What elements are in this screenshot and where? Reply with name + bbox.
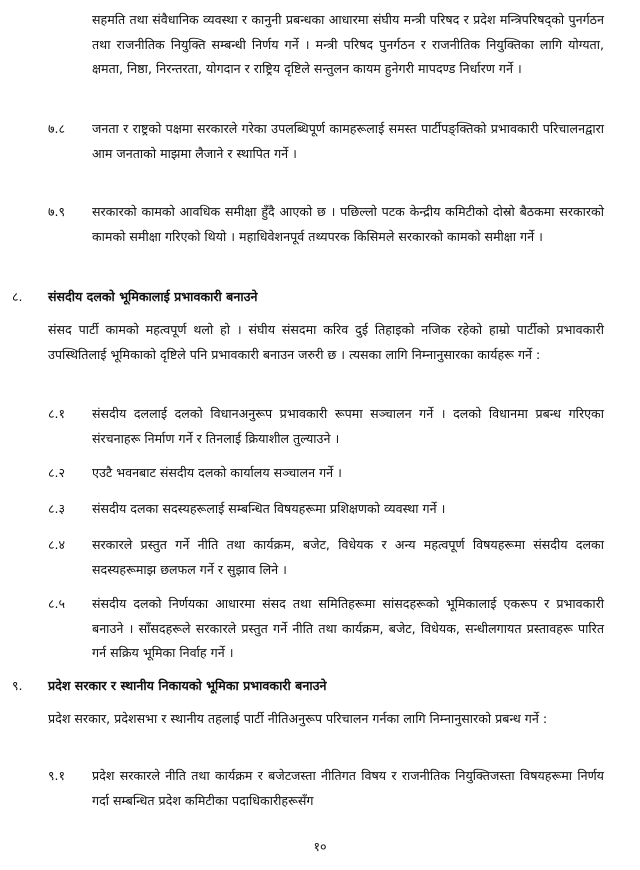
item-number: ८.४	[48, 537, 66, 552]
item-number: ८.३	[48, 501, 66, 516]
item-text: सरकारको कामको आवधिक समीक्षा हुँदै आएको छ । पछिल्लो पटक केन्द्रीय कमिटीको दोस्रो बैठकमा सरकारको कामको समीक्षा गरिएको थियो । महाधिवेशनपूर्व तथ्यपरक किसिमले सरकारको कामको समीक्षा गर्ने ।	[92, 204, 604, 244]
section-number: ८.	[12, 289, 23, 304]
section-heading: प्रदेश सरकार र स्थानीय निकायको भूमिका प्रभावकारी बनाउने	[48, 678, 327, 693]
section-number: ९.	[12, 678, 23, 693]
intro-paragraph: सहमति तथा संवैधानिक व्यवस्था र कानुनी प्रबन्धका आधारमा संघीय मन्त्री परिषद र प्रदेश मन्त्रिपरिषद्को पुनर्गठन तथा राजनीतिक नियुक्ति सम्बन्धी निर्णय गर्ने । मन्त्री परिषद पुनर्गठन र राजनीतिक नियुक्तिका लागि योग्यता, क्षमता, निष्ठा, निरन्तरता, योगदान र राष्ट्रिय दृष्टिले सन्तुलन कायम हुनेगरी मापदण्ड निर्धारण गर्ने ।	[92, 12, 604, 77]
item-text: जनता र राष्ट्रको पक्षमा सरकारले गरेका उपलब्धिपूर्ण कामहरूलाई समस्त पार्टीपङ्क्तिको प्रभावकारी परिचालनद्वारा आम जनताको माझमा लैजाने र स्थापित गर्ने ।	[92, 121, 604, 161]
item-text: सरकारले प्रस्तुत गर्ने नीति तथा कार्यक्रम, बजेट, विधेयक र अन्य महत्वपूर्ण विषयहरूमा संसदीय दलका सदस्यहरूमाझ छलफल गर्ने र सुझाव लिने ।	[92, 537, 604, 577]
section-heading: संसदीय दलको भूमिकालाई प्रभावकारी बनाउने	[48, 289, 258, 304]
item-number: ८.५	[48, 596, 66, 611]
item-number: ९.१	[48, 768, 66, 783]
item-number: ८.२	[48, 465, 66, 480]
item-text: संसदीय दलका सदस्यहरूलाई सम्बन्धित विषयहरूमा प्रशिक्षणको व्यवस्था गर्ने ।	[92, 501, 446, 516]
page-number: १०	[313, 839, 327, 854]
item-text: प्रदेश सरकारले नीति तथा कार्यक्रम र बजेटजस्ता नीतिगत विषय र राजनीतिक नियुक्तिजस्ता विषयहरूमा निर्णय गर्दा सम्बन्धित प्रदेश कमिटीका पदाधिकारीहरूसँग	[92, 768, 604, 808]
section-intro: प्रदेश सरकार, प्रदेशसभा र स्थानीय तहलाई पार्टी नीतिअनुरूप परिचालन गर्नका लागि निम्नानुसारको प्रबन्ध गर्ने :	[48, 711, 548, 726]
item-number: ८.१	[48, 406, 66, 421]
item-text: संसदीय दललाई दलको विधानअनुरूप प्रभावकारी रूपमा सञ्चालन गर्ने । दलको विधानमा प्रबन्ध गरिएका संरचनाहरू निर्माण गर्ने र तिनलाई क्रियाशील तुल्याउने ।	[92, 406, 604, 446]
item-text: संसदीय दलको निर्णयका आधारमा संसद तथा समितिहरूमा सांसदहरूको भूमिकालाई एकरूप र प्रभावकारी बनाउने । साँसदहरूले सरकारले प्रस्तुत गर्ने नीति तथा कार्यक्रम, बजेट, विधेयक, सन्धीलगायत प्रस्तावहरू पारित गर्न सक्रिय भूमिका निर्वाह गर्ने ।	[92, 596, 604, 661]
item-text: एउटै भवनबाट संसदीय दलको कार्यालय सञ्चालन गर्ने ।	[92, 465, 342, 480]
item-number: ७.९	[48, 204, 66, 219]
section-intro: संसद पार्टी कामको महत्वपूर्ण थलो हो । संघीय संसदमा करिव दुई तिहाइको नजिक रहेको हाम्रो पार्टीको प्रभावकारी उपस्थितिलाई भूमिकाको दृष्टिले पनि प्रभावकारी बनाउन जरुरी छ । त्यसका लागि निम्नानुसारका कार्यहरू गर्ने :	[48, 322, 604, 362]
item-number: ७.८	[48, 121, 66, 136]
